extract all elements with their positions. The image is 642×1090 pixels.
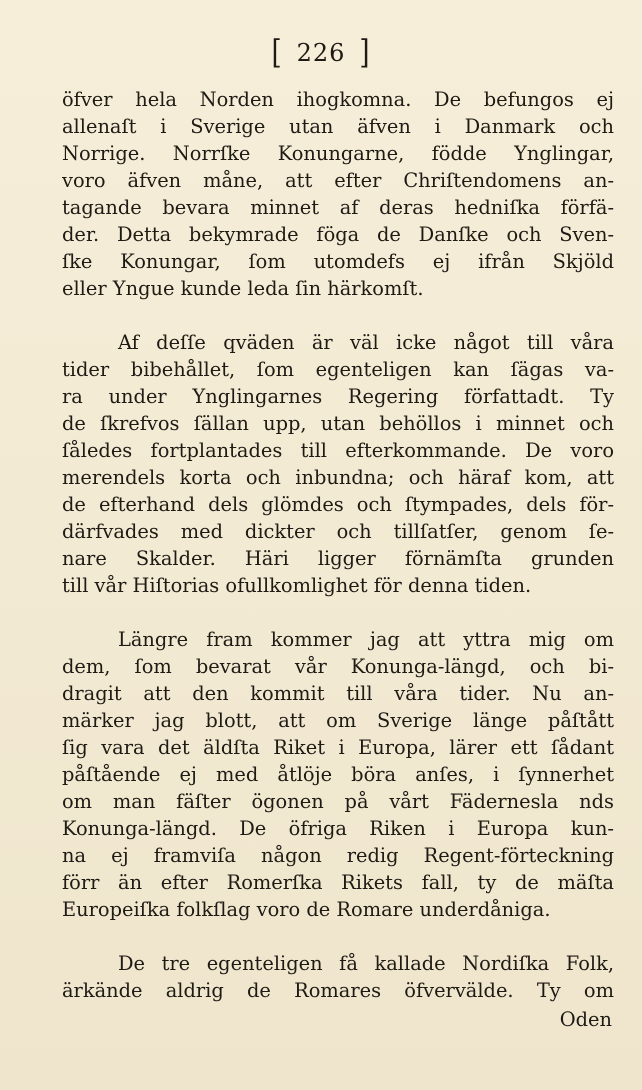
body-text bbox=[62, 86, 614, 1004]
paragraph-gap bbox=[62, 599, 614, 626]
text-line: ärkände aldrig de Romares öfvervälde. Ty om bbox=[62, 979, 614, 1002]
text-line: merendels korta och inbundna; och häraf kom, att bbox=[62, 466, 614, 489]
text-line: dem, ſom bevarat vår Konunga-längd, och bi- bbox=[62, 655, 614, 678]
text-line: De tre egenteligen få kallade Nordiſka Folk, bbox=[118, 952, 614, 975]
text-line: nare Skalder. Häri ligger förnämſta grunden bbox=[62, 547, 614, 570]
text-line: därfvades med dickter och tillſatſer, genom ſe- bbox=[62, 520, 614, 543]
paragraph-gap bbox=[62, 923, 614, 950]
text-line: Af deſſe qväden är väl icke något till våra bbox=[118, 331, 614, 354]
text-line: dragit att den kommit till våra tider. Nu an- bbox=[62, 682, 614, 705]
text-line: Norrige. Norrſke Konungarne, födde Ynglingar, bbox=[62, 142, 614, 165]
text-line: tagande bevara minnet af deras hedniſka förfä- bbox=[62, 196, 614, 219]
text-line: de efterhand dels glömdes och ſtympades, dels för- bbox=[62, 493, 614, 516]
text-line: tider bibehållet, ſom egenteligen kan ſägas va- bbox=[62, 358, 614, 381]
open-bracket: [ bbox=[271, 34, 283, 72]
text-line: der. Detta bekymrade föga de Danſke och Sven- bbox=[62, 223, 614, 246]
text-line: Europeiſka folkſlag voro de Romare underdåniga. bbox=[62, 898, 551, 921]
paragraph-3 bbox=[62, 626, 614, 923]
paragraph-1 bbox=[62, 86, 614, 302]
page-number: 226 bbox=[296, 39, 346, 67]
text-line: förr än efter Romerſka Rikets fall, ty de mäſta bbox=[62, 871, 614, 894]
paragraph-gap bbox=[62, 302, 614, 329]
text-line: öfver hela Norden ihogkomna. De befungos ej bbox=[62, 88, 614, 111]
text-line: eller Yngue kunde leda ſin härkomſt. bbox=[62, 277, 424, 300]
text-line: ſåledes fortplantades till efterkommande. De voro bbox=[62, 439, 614, 462]
text-line: Längre fram kommer jag att yttra mig om bbox=[118, 628, 614, 651]
catchword: Oden bbox=[559, 1008, 612, 1031]
text-line: märker jag blott, att om Sverige länge påſtått bbox=[62, 709, 614, 732]
text-line: allenaſt i Sverige utan äfven i Danmark och bbox=[62, 115, 614, 138]
text-line: ſke Konungar, ſom utomdefs ej ifrån Skjöld bbox=[62, 250, 614, 273]
paragraph-4 bbox=[62, 950, 614, 1004]
text-line: na ej framviſa någon redig Regent-förteckning bbox=[62, 844, 614, 867]
text-line: påſtående ej med åtlöje böra anſes, i ſynnerhet bbox=[62, 763, 614, 786]
close-bracket: ] bbox=[359, 34, 371, 72]
text-line: de ſkrefvos ſällan upp, utan behöllos i minnet och bbox=[62, 412, 614, 435]
text-line: Konunga-längd. De öfriga Riken i Europa kun- bbox=[62, 817, 614, 840]
text-line: om man fäſter ögonen på vårt Fädernesla nds bbox=[62, 790, 614, 813]
text-line: till vår Hiſtorias ofullkomlighet för denna tiden. bbox=[62, 574, 532, 597]
text-line: ſig vara det äldſta Riket i Europa, lärer ett ſådant bbox=[62, 736, 614, 759]
page-number-header bbox=[0, 34, 642, 72]
text-line: ra under Ynglingarnes Regering författadt. Ty bbox=[62, 385, 614, 408]
paragraph-2 bbox=[62, 329, 614, 599]
text-line: voro äfven måne, att efter Chriſtendomens an- bbox=[62, 169, 614, 192]
